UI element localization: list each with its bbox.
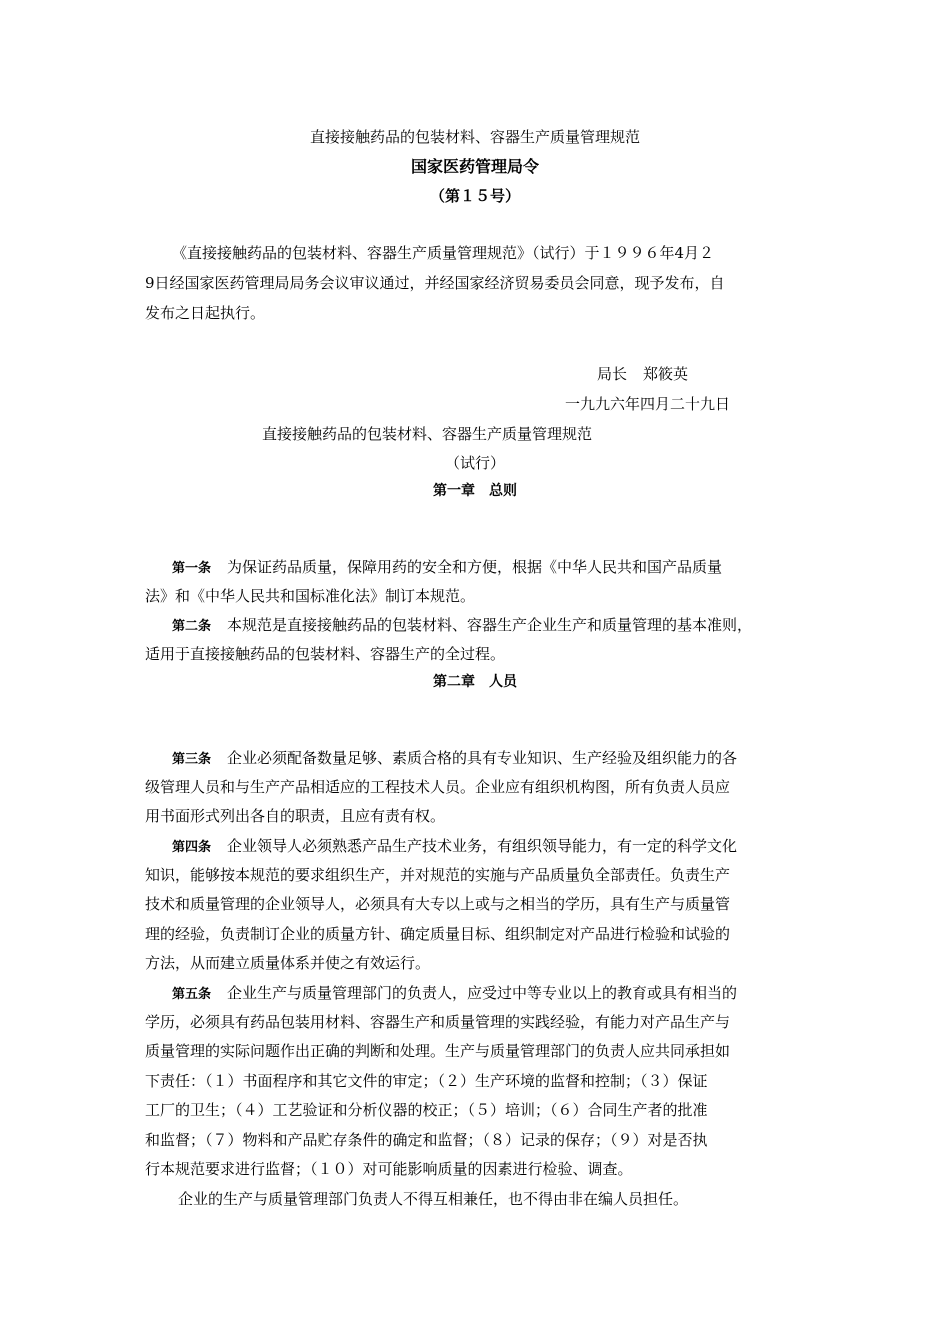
article-line: 适用于直接接触药品的包装材料、容器生产的全过程。 [145, 645, 506, 663]
article-label: 第二条 [172, 619, 212, 634]
article-line: 方法，从而建立质量体系并使之有效运行。 [145, 954, 431, 972]
document-subtitle: （试行） [444, 454, 505, 472]
signature-role: 局长 [597, 365, 628, 383]
closing-paragraph: 企业的生产与质量管理部门负责人不得互相兼任，也不得由非在编人员担任。 [178, 1190, 689, 1208]
decree-heading: 国家医药管理局令 [410, 157, 539, 176]
article-line [172, 983, 737, 1005]
document-title: 直接接触药品的包装材料、容器生产质量管理规范 [262, 425, 593, 443]
signature-name: 郑筱英 [643, 365, 689, 383]
article-text: 企业领导人必须熟悉产品生产技术业务，有组织领导能力，有一定的科学文化 [227, 837, 738, 855]
signature-date: 一九九六年四月二十九日 [565, 395, 731, 413]
preamble-line: 《直接接触药品的包装材料、容器生产质量管理规范》（试行）于１９９６年4月２ [172, 244, 715, 262]
preamble-line: 9日经国家医药管理局局务会议审议通过，并经国家经济贸易委员会同意，现予发布，自 [145, 274, 725, 292]
article-text: 为保证药品质量，保障用药的安全和方便，根据《中华人民共和国产品质量 [227, 558, 723, 576]
article-line [172, 615, 752, 637]
decree-number: （第１５号） [429, 187, 520, 205]
chapter-title: 第二章 人员 [433, 674, 517, 690]
article-label: 第五条 [172, 987, 212, 1002]
article-line: 级管理人员和与生产产品相适应的工程技术人员。企业应有组织机构图，所有负责人员应 [145, 778, 731, 796]
article-line: 知识，能够按本规范的要求组织生产，并对规范的实施与产品质量负全部责任。负责生产 [145, 866, 731, 884]
article-line: 和监督；（７）物料和产品贮存条件的确定和监督；（８）记录的保存；（９）对是否执 [145, 1131, 708, 1149]
article-line: 工厂的卫生；（４）工艺验证和分析仪器的校正；（５）培训；（６）合同生产者的批准 [145, 1101, 708, 1119]
article-line: 质量管理的实际问题作出正确的判断和处理。生产与质量管理部门的负责人应共同承担如 [145, 1042, 731, 1060]
article-line: 学历，必须具有药品包装用材料、容器生产和质量管理的实践经验，有能力对产品生产与 [145, 1013, 731, 1031]
article-line: 法》和《中华人民共和国标准化法》制订本规范。 [145, 587, 476, 605]
article-text: 企业必须配备数量足够、素质合格的具有专业知识、生产经验及组织能力的各 [227, 749, 738, 767]
article-label: 第一条 [172, 561, 212, 576]
article-line: 用书面形式列出各自的职责，且应有责有权。 [145, 807, 446, 825]
article-line: 理的经验，负责制订企业的质量方针、确定质量目标、组织制定对产品进行检验和试验的 [145, 925, 731, 943]
article-line: 下责任：（１）书面程序和其它文件的审定；（２）生产环境的监督和控制；（３）保证 [145, 1072, 708, 1090]
decree-title: 直接接触药品的包装材料、容器生产质量管理规范 [309, 128, 640, 146]
signature-line [597, 364, 688, 384]
article-text: 企业生产与质量管理部门的负责人，应受过中等专业以上的教育或具有相当的 [227, 984, 738, 1002]
article-line: 行本规范要求进行监督；（１０）对可能影响质量的因素进行检验、调查。 [145, 1160, 633, 1178]
article-line [172, 836, 737, 858]
article-line [172, 557, 722, 579]
article-label: 第四条 [172, 840, 212, 855]
chapter-title: 第一章 总则 [433, 483, 517, 499]
article-line: 技术和质量管理的企业领导人，必须具有大专以上或与之相当的学历，具有生产与质量管 [145, 895, 731, 913]
article-text: 本规范是直接接触药品的包装材料、容器生产企业生产和质量管理的基本准则， [227, 616, 753, 634]
preamble-line: 发布之日起执行。 [145, 304, 266, 322]
article-label: 第三条 [172, 752, 212, 767]
article-line [172, 748, 737, 770]
